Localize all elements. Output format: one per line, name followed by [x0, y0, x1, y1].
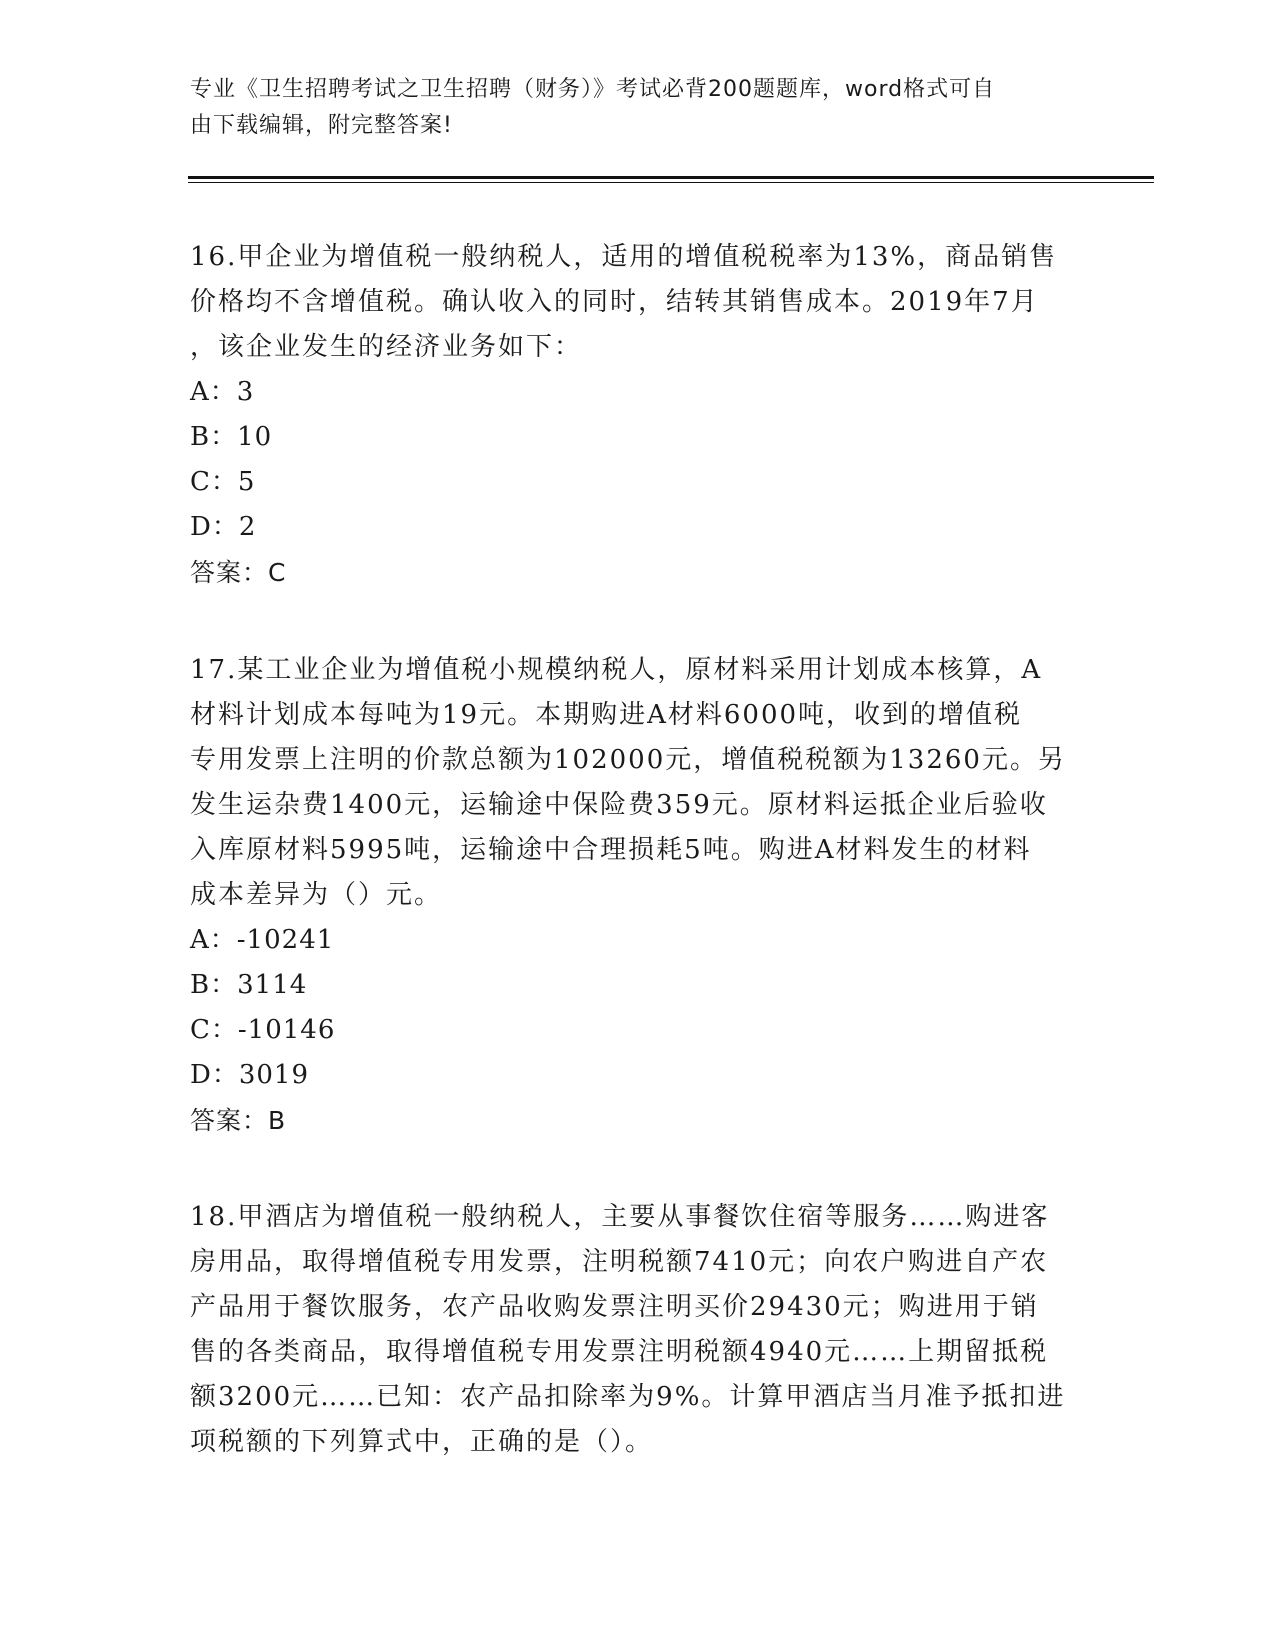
question-text-line: 发生运杂费1400元，运输途中保险费359元。原材料运抵企业后验收 [190, 790, 1048, 820]
header-divider-thin [188, 182, 1154, 183]
option-d: D：3019 [190, 1060, 310, 1090]
question-text-line: 成本差异为（）元。 [190, 880, 443, 910]
question-text-line: 专用发票上注明的价款总额为102000元，增值税税额为13260元。另 [190, 745, 1066, 775]
option-c: C：5 [190, 467, 256, 497]
option-c: C：-10146 [190, 1015, 336, 1045]
question-text-line: 入库原材料5995吨，运输途中合理损耗5吨。购进A材料发生的材料 [190, 835, 1032, 865]
question-text-line: 房用品，取得增值税专用发票，注明税额7410元；向农户购进自产农 [190, 1247, 1049, 1277]
question-text-line: 价格均不含增值税。确认收入的同时，结转其销售成本。2019年7月 [190, 287, 1039, 317]
document-header [190, 72, 1080, 144]
header-divider-thick [188, 176, 1154, 179]
question-text-line: 额3200元……已知：农产品扣除率为9%。计算甲酒店当月准予抵扣进 [190, 1382, 1066, 1412]
question-text-line: 项税额的下列算式中，正确的是（）。 [190, 1427, 654, 1457]
question-text-line: 产品用于餐饮服务，农产品收购发票注明买价29430元；购进用于销 [190, 1292, 1039, 1322]
question-18-text [190, 1195, 1090, 1465]
question-text-line: 17.某工业企业为增值税小规模纳税人，原材料采用计划成本核算，A [190, 655, 1043, 685]
question-text-line: 18.甲酒店为增值税一般纳税人，主要从事餐饮住宿等服务……购进客 [190, 1202, 1050, 1232]
option-b: B：3114 [190, 970, 308, 1000]
question-text-line: 16.甲企业为增值税一般纳税人，适用的增值税税率为13%，商品销售 [190, 242, 1058, 272]
answer-16: 答案：C [190, 558, 287, 587]
question-17 [190, 648, 1090, 1144]
option-a: A：-10241 [190, 925, 335, 955]
option-b: B：10 [190, 422, 273, 452]
question-text-line: 材料计划成本每吨为19元。本期购进A材料6000吨，收到的增值税 [190, 700, 1023, 730]
question-18 [190, 1195, 1090, 1465]
header-line-1: 专业《卫生招聘考试之卫生招聘（财务）》考试必背200题题库，word格式可自 [190, 77, 996, 102]
question-17-text [190, 648, 1090, 918]
question-text-line: ，该企业发生的经济业务如下： [190, 332, 583, 362]
question-text-line: 售的各类商品，取得增值税专用发票注明税额4940元……上期留抵税 [190, 1337, 1049, 1367]
question-16-text [190, 235, 1090, 370]
question-16 [190, 235, 1090, 596]
answer-17: 答案：B [190, 1106, 287, 1135]
header-line-2: 由下载编辑，附完整答案! [190, 113, 453, 138]
option-a: A：3 [190, 377, 255, 407]
option-d: D：2 [190, 512, 257, 542]
